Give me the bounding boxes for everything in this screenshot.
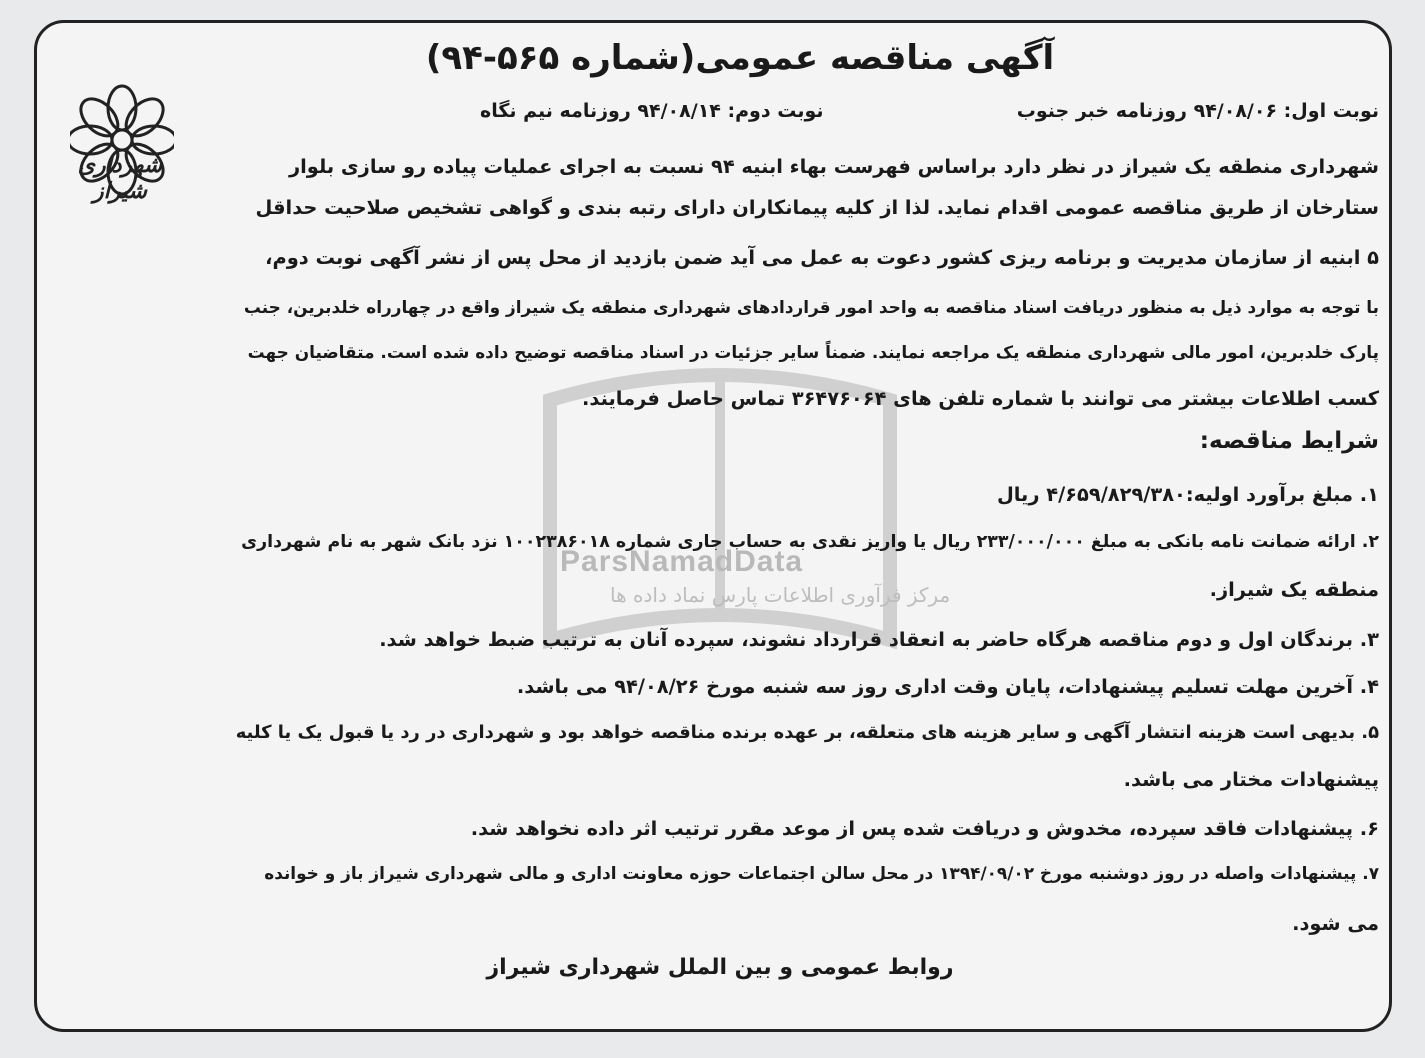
condition-line: می شود. bbox=[1292, 912, 1379, 935]
condition-line: ۴. آخرین مهلت تسلیم پیشنهادات، پایان وقت اداری روز سه شنبه مورخ ۹۴/۰۸/۲۶ می باشد. bbox=[516, 675, 1379, 698]
watermark-subtitle: مرکز فرآوری اطلاعات پارس نماد داده ها bbox=[610, 583, 951, 607]
intro-line: ۵ ابنیه از سازمان مدیریت و برنامه ریزی کشور دعوت به عمل می آید ضمن بازدید از محل پس از نشر آگهی نوبت دوم، bbox=[265, 246, 1379, 269]
signature: روابط عمومی و بین الملل شهرداری شیراز bbox=[486, 955, 954, 980]
condition-line: ۷. پیشنهادات واصله در روز دوشنبه مورخ ۱۳۹۴/۰۹/۰۲ در محل سالن اجتماعات حوزه معاونت اداری و مالی شهرداری شیراز باز و خوانده bbox=[264, 863, 1379, 883]
ad-title: آگهی مناقصه عمومی(شماره ۵۶۵-۹۴) bbox=[425, 38, 1055, 78]
conditions-heading: شرایط مناقصه: bbox=[1199, 428, 1379, 454]
condition-line: منطقه یک شیراز. bbox=[1209, 578, 1379, 601]
condition-line: ۳. برندگان اول و دوم مناقصه هرگاه حاضر به انعقاد قرارداد نشوند، سپرده آنان به ترتیب ضبط خواهد شد. bbox=[379, 628, 1379, 651]
watermark-brand: ParsNamadData bbox=[560, 545, 804, 578]
edition-second: نوبت دوم: ۹۴/۰۸/۱۴ روزنامه نیم نگاه bbox=[480, 100, 824, 122]
intro-line: شهرداری منطقه یک شیراز در نظر دارد براساس فهرست بهاء ابنیه ۹۴ نسبت به اجرای عملیات پیاده رو سازی بلوار bbox=[289, 155, 1379, 178]
condition-line: ۵. بدیهی است هزینه انتشار آگهی و سایر هزینه های متعلقه، بر عهده برنده مناقصه خواهد بود و شهرداری در رد یا قبول یک یا کلیه bbox=[235, 722, 1379, 743]
logo-caption: شهرداری شیراز bbox=[77, 152, 163, 204]
intro-line: ستارخان از طریق مناقصه عمومی اقدام نماید. لذا از کلیه پیمانکاران دارای رتبه بندی و گواهی تشخیص صلاحیت حداقل bbox=[255, 196, 1379, 219]
edition-first: نوبت اول: ۹۴/۰۸/۰۶ روزنامه خبر جنوب bbox=[1016, 100, 1379, 122]
condition-line: ۲. ارائه ضمانت نامه بانکی به مبلغ ۲۳۳/۰۰۰/۰۰۰ ریال یا واریز نقدی به حساب جاری شماره ۱۰۰۲۳۸۶۰۱۸ نزد بانک شهر به نام شهرداری bbox=[241, 532, 1379, 552]
intro-line: پارک خلدبرین، امور مالی شهرداری منطقه یک مراجعه نمایند. ضمناً سایر جزئیات در اسناد مناقصه توضیح داده شده است. متقاضیان جهت bbox=[247, 342, 1379, 362]
intro-line: کسب اطلاعات بیشتر می توانند با شماره تلفن های ۳۶۴۷۶۰۶۴ تماس حاصل فرمایند. bbox=[582, 387, 1379, 410]
shiraz-municipality-logo-icon bbox=[70, 40, 174, 240]
condition-line: پیشنهادات مختار می باشد. bbox=[1123, 768, 1379, 791]
condition-line: ۶. پیشنهادات فاقد سپرده، مخدوش و دریافت شده پس از موعد مقرر ترتیب اثر داده نخواهد شد. bbox=[470, 817, 1379, 840]
intro-line: با توجه به موارد ذیل به منظور دریافت اسناد مناقصه به واحد امور قراردادهای شهرداری منطقه یک شیراز واقع در چهارراه خلدبرین، جنب bbox=[243, 297, 1379, 317]
condition-line: ۱. مبلغ برآورد اولیه:۴/۶۵۹/۸۲۹/۳۸۰ ریال bbox=[996, 483, 1379, 506]
